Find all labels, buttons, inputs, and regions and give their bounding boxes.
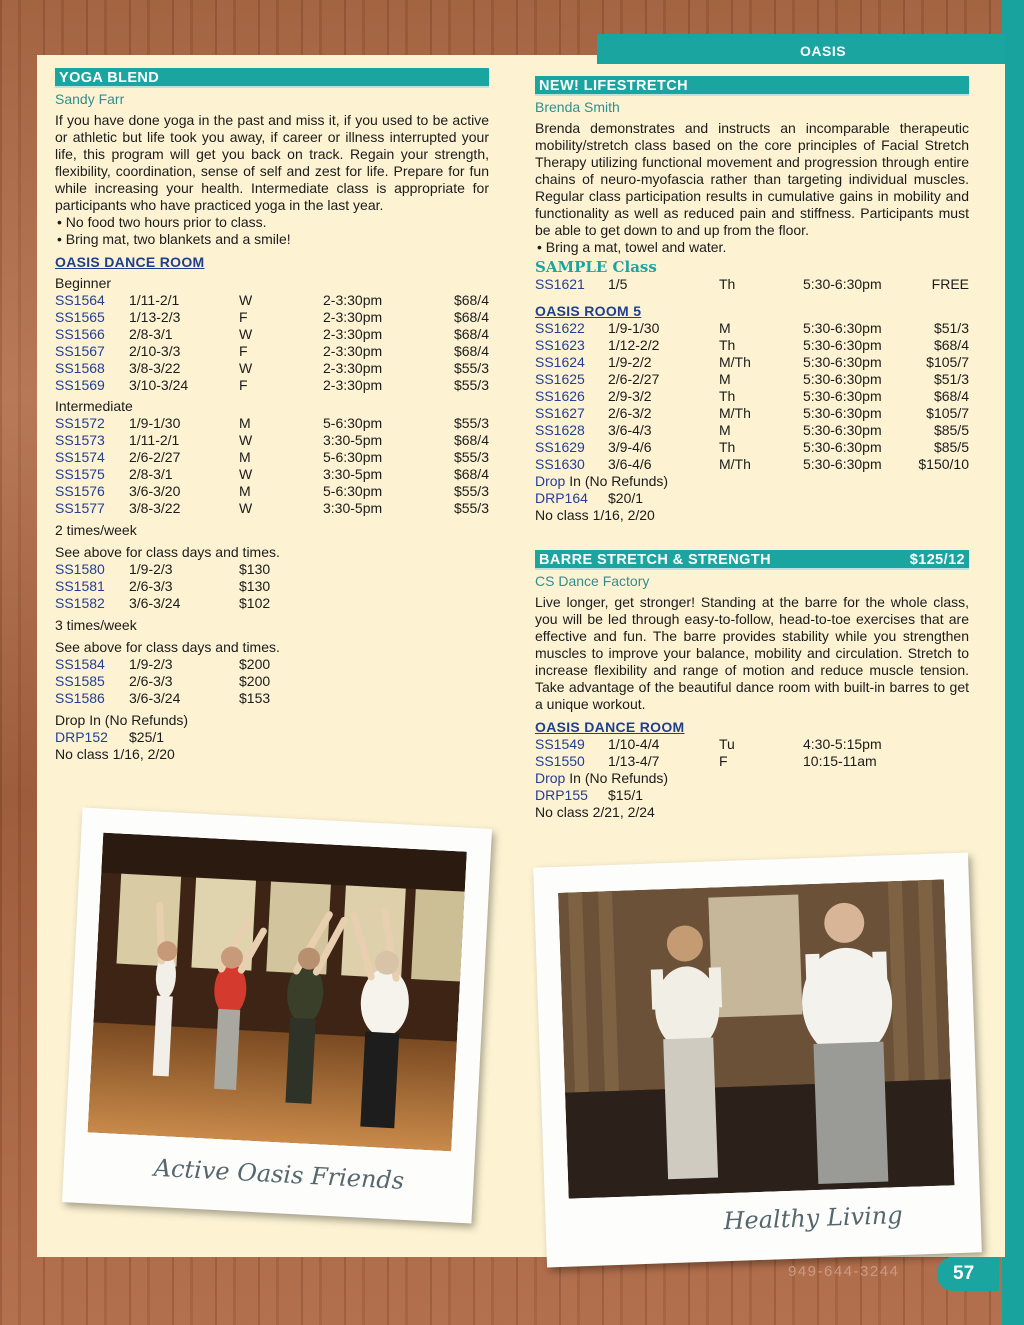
class-row	[55, 377, 489, 394]
class-dates: 1/13-2/3	[129, 309, 181, 325]
class-row	[535, 753, 969, 770]
class-row	[535, 736, 969, 753]
class-dates: 3/8-3/22	[129, 360, 181, 376]
class-row	[535, 388, 969, 405]
class-price: $68/4	[453, 343, 489, 359]
class-time: 3:30-5pm	[323, 500, 383, 516]
class-price: $55/3	[453, 449, 489, 465]
yoga-twice-list	[55, 561, 489, 612]
class-code[interactable]: SS1567	[55, 343, 105, 359]
class-price: $200	[239, 673, 271, 689]
barre-class-list	[535, 736, 969, 770]
barre-title: BARRE STRETCH & STRENGTH $125/12	[535, 550, 969, 570]
class-dates: 3/9-4/6	[608, 439, 652, 455]
class-row	[55, 449, 489, 466]
class-time: 5-6:30pm	[323, 483, 383, 499]
sample-class-label: SAMPLE Class	[535, 258, 657, 276]
class-code[interactable]: SS1576	[55, 483, 105, 499]
class-price: $105/7	[926, 354, 969, 370]
yoga-description: If you have done yoga in the past and miss it, if you used to be active or athletic but life took you away, if career or illness interrupted your life, this program will get you back on track. Regain your strength, flexibility, coordination, sense of self and zest for life. Prepare for fun while increasing your health. Intermediate class is appropriate for participants who have practiced yoga in the last year.	[55, 112, 489, 213]
polaroid-left	[62, 808, 492, 1224]
yoga-room[interactable]: OASIS DANCE ROOM	[55, 254, 205, 270]
class-day: W	[239, 326, 253, 342]
yoga-no-class: No class 1/16, 2/20	[55, 746, 175, 762]
class-time: 4:30-5:15pm	[803, 736, 882, 752]
class-dates: 2/8-3/1	[129, 326, 173, 342]
class-row	[55, 343, 489, 360]
class-day: M	[719, 320, 731, 336]
class-day: Th	[719, 388, 736, 404]
class-day: F	[719, 753, 728, 769]
class-row	[55, 561, 489, 578]
class-code[interactable]: SS1577	[55, 500, 105, 516]
lifestretch-bullet: • Bring a mat, towel and water.	[537, 239, 969, 256]
class-day: W	[239, 500, 253, 516]
class-code[interactable]: SS1585	[55, 673, 105, 689]
class-day: F	[239, 377, 248, 393]
class-code[interactable]: SS1630	[535, 456, 585, 472]
lifestretch-instructor: Brenda Smith	[535, 99, 620, 115]
class-code[interactable]: SS1581	[55, 578, 105, 594]
yoga-blend-section	[55, 68, 489, 763]
class-price: $68/4	[453, 432, 489, 448]
class-time: 2-3:30pm	[323, 377, 383, 393]
class-day: M	[719, 371, 731, 387]
class-time: 5:30-6:30pm	[803, 320, 882, 336]
class-price: $85/5	[933, 422, 969, 438]
class-price: $130	[239, 561, 271, 577]
photo-men	[558, 879, 954, 1198]
photo-dancers	[88, 833, 467, 1152]
class-row	[55, 690, 489, 707]
yoga-bullet: • No food two hours prior to class.	[57, 214, 489, 231]
class-code[interactable]: SS1629	[535, 439, 585, 455]
class-code[interactable]: SS1623	[535, 337, 585, 353]
barre-drop-in	[535, 770, 969, 787]
class-code[interactable]: SS1573	[55, 432, 105, 448]
lifestretch-class-list	[535, 320, 969, 473]
class-row	[55, 292, 489, 309]
class-code[interactable]: SS1624	[535, 354, 585, 370]
lifestretch-description: Brenda demonstrates and instructs an incomparable therapeutic mobility/stretch class based on the core principles of Facial Stretch Therapy utilizing functional movement and progression through entire chains of neuro-myofascia rather than targeting individual muscles. Regular class participation results in cumulative gains in mobility and functionality as well as reduced pain and stiffness. Participants must be able to get down to and up from the floor.	[535, 120, 969, 238]
class-row	[55, 466, 489, 483]
class-day: W	[239, 292, 253, 308]
class-day: M	[239, 483, 251, 499]
class-price: $68/4	[933, 337, 969, 353]
class-day: Th	[719, 439, 736, 455]
class-dates: 2/6-3/3	[129, 673, 173, 689]
class-code[interactable]: SS1580	[55, 561, 105, 577]
yoga-title: YOGA BLEND	[55, 68, 489, 88]
class-dates: 3/6-3/20	[129, 483, 181, 499]
class-time: 5:30-6:30pm	[803, 371, 882, 387]
class-time: 5:30-6:30pm	[803, 337, 882, 353]
class-code[interactable]: SS1584	[55, 656, 105, 672]
class-price: $51/3	[933, 320, 969, 336]
class-row	[535, 456, 969, 473]
yoga-instructor: Sandy Farr	[55, 91, 125, 107]
class-row	[535, 439, 969, 456]
class-time: 5:30-6:30pm	[803, 276, 882, 292]
class-day: F	[239, 309, 248, 325]
class-price: FREE	[931, 276, 969, 292]
class-price: $55/3	[453, 415, 489, 431]
class-price: $85/5	[933, 439, 969, 455]
class-row	[535, 354, 969, 371]
class-day: Th	[719, 276, 736, 292]
class-time: 5:30-6:30pm	[803, 422, 882, 438]
yoga-intermediate-label: Intermediate	[55, 398, 133, 414]
class-row	[55, 360, 489, 377]
polaroid-right	[533, 853, 982, 1268]
photo-dancers-image	[88, 833, 467, 1152]
class-code[interactable]: SS1621	[535, 276, 585, 292]
class-row	[55, 483, 489, 500]
class-code[interactable]: SS1572	[55, 415, 105, 431]
section-tab: OASIS	[597, 34, 1005, 64]
class-dates: 2/6-3/3	[129, 578, 173, 594]
class-dates: 1/5	[608, 276, 628, 292]
drop-word[interactable]: Drop	[535, 770, 566, 786]
class-day: M	[719, 422, 731, 438]
photo-men-image	[558, 879, 954, 1198]
class-code[interactable]: SS1566	[55, 326, 105, 342]
class-code[interactable]: SS1569	[55, 377, 105, 393]
class-dates: 1/9-2/2	[608, 354, 652, 370]
class-time: 2-3:30pm	[323, 292, 383, 308]
yoga-beginner-label: Beginner	[55, 275, 112, 291]
class-dates: 1/12-2/2	[608, 337, 660, 353]
class-time: 5:30-6:30pm	[803, 439, 882, 455]
drop-word[interactable]: Drop	[535, 473, 566, 489]
drop-price: $20/1	[608, 490, 644, 506]
class-dates: 1/9-2/3	[129, 656, 173, 672]
class-row	[535, 371, 969, 388]
caption-left: Active Oasis Friends	[153, 1153, 405, 1195]
class-dates: 2/6-2/27	[608, 371, 660, 387]
class-time: 2-3:30pm	[323, 343, 383, 359]
class-price: $51/3	[933, 371, 969, 387]
class-price: $68/4	[453, 292, 489, 308]
class-dates: 3/10-3/24	[129, 377, 189, 393]
class-price: $55/3	[453, 483, 489, 499]
class-day: M	[239, 449, 251, 465]
class-price: $55/3	[453, 500, 489, 516]
drop-code[interactable]: DRP152	[55, 729, 108, 745]
class-day: W	[239, 360, 253, 376]
class-time: 10:15-11am	[803, 753, 877, 769]
class-day: M/Th	[719, 456, 751, 472]
footer-phone: 949-644-3244	[788, 1263, 900, 1280]
class-row	[55, 432, 489, 449]
yoga-twice-label: 2 times/week	[55, 522, 137, 538]
class-dates: 3/6-3/24	[129, 595, 181, 611]
class-time: 2-3:30pm	[323, 360, 383, 376]
class-row	[55, 500, 489, 517]
class-row	[535, 405, 969, 422]
class-time: 5:30-6:30pm	[803, 456, 882, 472]
drop-price: $15/1	[608, 787, 644, 803]
class-code[interactable]: SS1582	[55, 595, 105, 611]
class-row	[535, 337, 969, 354]
class-dates: 2/8-3/1	[129, 466, 173, 482]
class-time: 2-3:30pm	[323, 326, 383, 342]
class-time: 5:30-6:30pm	[803, 405, 882, 421]
class-day: W	[239, 466, 253, 482]
class-code[interactable]: SS1549	[535, 736, 585, 752]
class-code[interactable]: SS1625	[535, 371, 585, 387]
class-time: 5-6:30pm	[323, 415, 383, 431]
yoga-bullet: • Bring mat, two blankets and a smile!	[57, 231, 489, 248]
barre-instructor: CS Dance Factory	[535, 573, 650, 589]
class-price: $68/4	[933, 388, 969, 404]
class-day: W	[239, 432, 253, 448]
yoga-drop-row	[55, 729, 489, 746]
class-code[interactable]: SS1628	[535, 422, 585, 438]
class-dates: 1/9-1/30	[129, 415, 181, 431]
barre-description: Live longer, get stronger! Standing at the barre for the whole class, you will be led through easy-to-follow, head-to-toe exercises that are effective and fun. The barre provides stability while you strengthen muscles to improve your balance, mobility and circulation. Stretch to increase flexibility and range of motion and reduce muscle tension. Take advantage of the beautiful dance room with built-in barres to get a unique workout.	[535, 594, 969, 712]
class-code[interactable]: SS1575	[55, 466, 105, 482]
class-time: 5:30-6:30pm	[803, 388, 882, 404]
right-column	[535, 76, 969, 821]
yoga-thrice-list	[55, 656, 489, 707]
class-row	[55, 673, 489, 690]
class-dates: 3/6-3/24	[129, 690, 181, 706]
class-row	[55, 309, 489, 326]
class-row	[55, 656, 489, 673]
class-time: 3:30-5pm	[323, 432, 383, 448]
class-code[interactable]: SS1564	[55, 292, 105, 308]
class-price: $150/10	[918, 456, 969, 472]
class-code[interactable]: SS1568	[55, 360, 105, 376]
drop-price: $25/1	[129, 729, 165, 745]
class-time: 3:30-5pm	[323, 466, 383, 482]
caption-right: Healthy Living	[723, 1201, 904, 1236]
class-price: $102	[239, 595, 271, 611]
barre-room[interactable]: OASIS DANCE ROOM	[535, 719, 685, 735]
lifestretch-room[interactable]: OASIS ROOM 5	[535, 303, 642, 319]
class-row	[535, 422, 969, 439]
lifestretch-drop-in	[535, 473, 969, 490]
class-dates: 1/9-1/30	[608, 320, 660, 336]
class-price: $130	[239, 578, 271, 594]
sample-class-row	[535, 276, 969, 293]
class-dates: 1/10-4/4	[608, 736, 660, 752]
class-price: $68/4	[453, 326, 489, 342]
class-price: $68/4	[453, 466, 489, 482]
yoga-twice-note: See above for class days and times.	[55, 544, 280, 560]
class-code[interactable]: SS1626	[535, 388, 585, 404]
class-dates: 1/11-2/1	[129, 292, 180, 308]
class-dates: 2/10-3/3	[129, 343, 181, 359]
class-dates: 2/6-2/27	[129, 449, 181, 465]
class-dates: 3/6-4/6	[608, 456, 652, 472]
yoga-thrice-note: See above for class days and times.	[55, 639, 280, 655]
class-row	[55, 578, 489, 595]
class-code[interactable]: SS1565	[55, 309, 105, 325]
class-day: Th	[719, 337, 736, 353]
class-dates: 1/13-4/7	[608, 753, 660, 769]
class-code[interactable]: SS1574	[55, 449, 105, 465]
class-time: 5-6:30pm	[323, 449, 383, 465]
class-day: M/Th	[719, 405, 751, 421]
barre-drop-row	[535, 787, 969, 804]
yoga-beginner-list	[55, 292, 489, 394]
class-dates: 3/8-3/22	[129, 500, 181, 516]
yoga-drop-in-label: Drop In (No Refunds)	[55, 712, 189, 728]
class-dates: 3/6-4/3	[608, 422, 652, 438]
drop-code[interactable]: DRP164	[535, 490, 588, 506]
drop-code[interactable]: DRP155	[535, 787, 588, 803]
lifestretch-title: NEW! LIFESTRETCH	[535, 76, 969, 96]
page-number: 57	[937, 1257, 999, 1291]
barre-price: $125/12	[909, 552, 965, 568]
class-row	[535, 320, 969, 337]
class-day: F	[239, 343, 248, 359]
class-dates: 2/6-3/2	[608, 405, 652, 421]
class-price: $200	[239, 656, 271, 672]
class-dates: 2/9-3/2	[608, 388, 652, 404]
class-row	[55, 595, 489, 612]
class-price: $55/3	[453, 360, 489, 376]
drop-rest: In (No Refunds)	[569, 473, 669, 489]
class-price: $68/4	[453, 309, 489, 325]
lifestretch-drop-row	[535, 490, 969, 507]
drop-rest: In (No Refunds)	[569, 770, 669, 786]
class-price: $55/3	[453, 377, 489, 393]
class-code[interactable]: SS1586	[55, 690, 105, 706]
lifestretch-no-class: No class 1/16, 2/20	[535, 507, 655, 523]
yoga-thrice-label: 3 times/week	[55, 617, 137, 633]
class-code[interactable]: SS1622	[535, 320, 585, 336]
class-day: M	[239, 415, 251, 431]
class-day: M/Th	[719, 354, 751, 370]
barre-no-class: No class 2/21, 2/24	[535, 804, 655, 820]
class-row	[55, 415, 489, 432]
class-price: $105/7	[926, 405, 969, 421]
class-dates: 1/9-2/3	[129, 561, 173, 577]
class-time: 2-3:30pm	[323, 309, 383, 325]
class-day: Tu	[719, 736, 735, 752]
class-time: 5:30-6:30pm	[803, 354, 882, 370]
class-row	[55, 326, 489, 343]
class-code[interactable]: SS1627	[535, 405, 585, 421]
yoga-intermediate-list	[55, 415, 489, 517]
teal-edge-strip	[1002, 0, 1024, 1325]
class-dates: 1/11-2/1	[129, 432, 180, 448]
class-price: $153	[239, 690, 271, 706]
class-code[interactable]: SS1550	[535, 753, 585, 769]
